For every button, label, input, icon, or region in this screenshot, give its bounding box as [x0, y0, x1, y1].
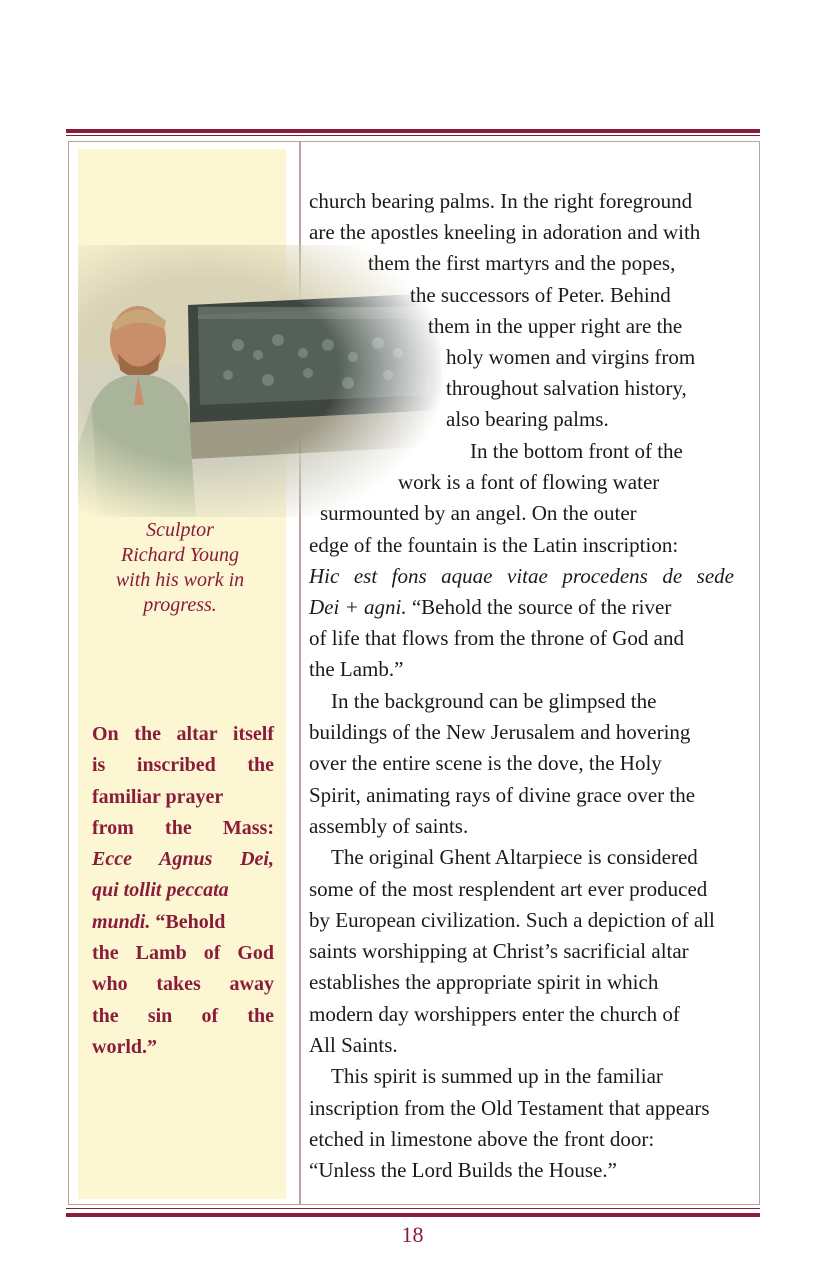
body-line: throughout salvation history,: [446, 376, 687, 400]
top-rule-thin: [66, 135, 760, 136]
latin-prayer: qui tollit peccata: [92, 879, 229, 902]
bottom-rule: [66, 1213, 760, 1217]
latin-prayer: Ecce Agnus Dei,: [92, 848, 274, 871]
body-line: edge of the fountain is the Latin inscription:: [309, 533, 679, 557]
body-line: surmounted by an angel. On the outer: [320, 501, 637, 525]
body-line: [309, 561, 734, 592]
body-line: holy women and virgins from: [446, 345, 696, 369]
body-line: are the apostles kneeling in adoration and with: [309, 220, 701, 244]
pullquote-fragment: “Behold: [150, 910, 226, 933]
latin-inscription: Hic est fons aquae vitae procedens de sede: [309, 564, 734, 588]
body-fragment: “Behold the source of the river: [406, 595, 672, 619]
latin-inscription: Dei + agni.: [309, 595, 407, 619]
photo-caption: [100, 518, 260, 618]
bottom-rule-thin: [66, 1208, 760, 1209]
body-line: by European civilization. Such a depiction of all: [309, 908, 715, 932]
pullquote-line: the sin of the: [92, 1004, 274, 1027]
latin-prayer: mundi.: [92, 910, 151, 933]
body-line: etched in limestone above the front door:: [309, 1127, 655, 1151]
body-line: modern day worshippers enter the church of: [309, 1002, 680, 1026]
body-line: them in the upper right are the: [428, 314, 683, 338]
body-line: them the first martyrs and the popes,: [368, 251, 676, 275]
body-line: In the bottom front of the: [470, 439, 683, 463]
body-line: buildings of the New Jerusalem and hovering: [309, 720, 691, 744]
body-line: inscription from the Old Testament that appears: [309, 1096, 710, 1120]
pullquote-line: familiar prayer: [92, 785, 224, 808]
caption-line: progress.: [143, 594, 217, 616]
body-line: over the entire scene is the dove, the Holy: [309, 751, 662, 775]
caption-line: Sculptor: [146, 519, 214, 541]
top-rule: [66, 129, 760, 133]
body-line: the successors of Peter. Behind: [410, 283, 671, 307]
pullquote-line: [92, 875, 274, 906]
body-line: establishes the appropriate spirit in which: [309, 970, 659, 994]
body-line: church bearing palms. In the right foreground: [309, 189, 693, 213]
body-line: In the background can be glimpsed the: [331, 689, 657, 713]
pull-quote: [92, 719, 274, 1063]
pullquote-line: who takes away: [92, 973, 274, 996]
body-line: This spirit is summed up in the familiar: [331, 1064, 663, 1088]
caption-line: with his work in: [115, 569, 245, 591]
body-line: the Lamb.”: [309, 657, 404, 681]
body-line: [309, 592, 671, 623]
pullquote-line: is inscribed the: [92, 754, 274, 777]
body-line: of life that flows from the throne of God and: [309, 626, 684, 650]
body-line: also bearing palms.: [446, 407, 609, 431]
body-line: “Unless the Lord Builds the House.”: [309, 1158, 617, 1182]
body-line: assembly of saints.: [309, 814, 469, 838]
body-line: The original Ghent Altarpiece is considered: [331, 845, 698, 869]
body-line: Spirit, animating rays of divine grace over the: [309, 783, 696, 807]
pullquote-line: On the altar itself: [92, 723, 274, 745]
pullquote-line: world.”: [92, 1035, 157, 1058]
pullquote-line: from the Mass:: [92, 816, 274, 839]
body-line: saints worshipping at Christ’s sacrificial altar: [309, 939, 689, 963]
body-line: work is a font of flowing water: [398, 470, 660, 494]
body-line: some of the most resplendent art ever produced: [309, 877, 708, 901]
pullquote-line: [92, 907, 274, 938]
body-line: All Saints.: [309, 1033, 398, 1057]
page-number: 18: [401, 1222, 424, 1247]
caption-line: Richard Young: [121, 544, 239, 566]
pullquote-line: the Lamb of God: [92, 942, 274, 965]
pullquote-line: [92, 844, 274, 875]
